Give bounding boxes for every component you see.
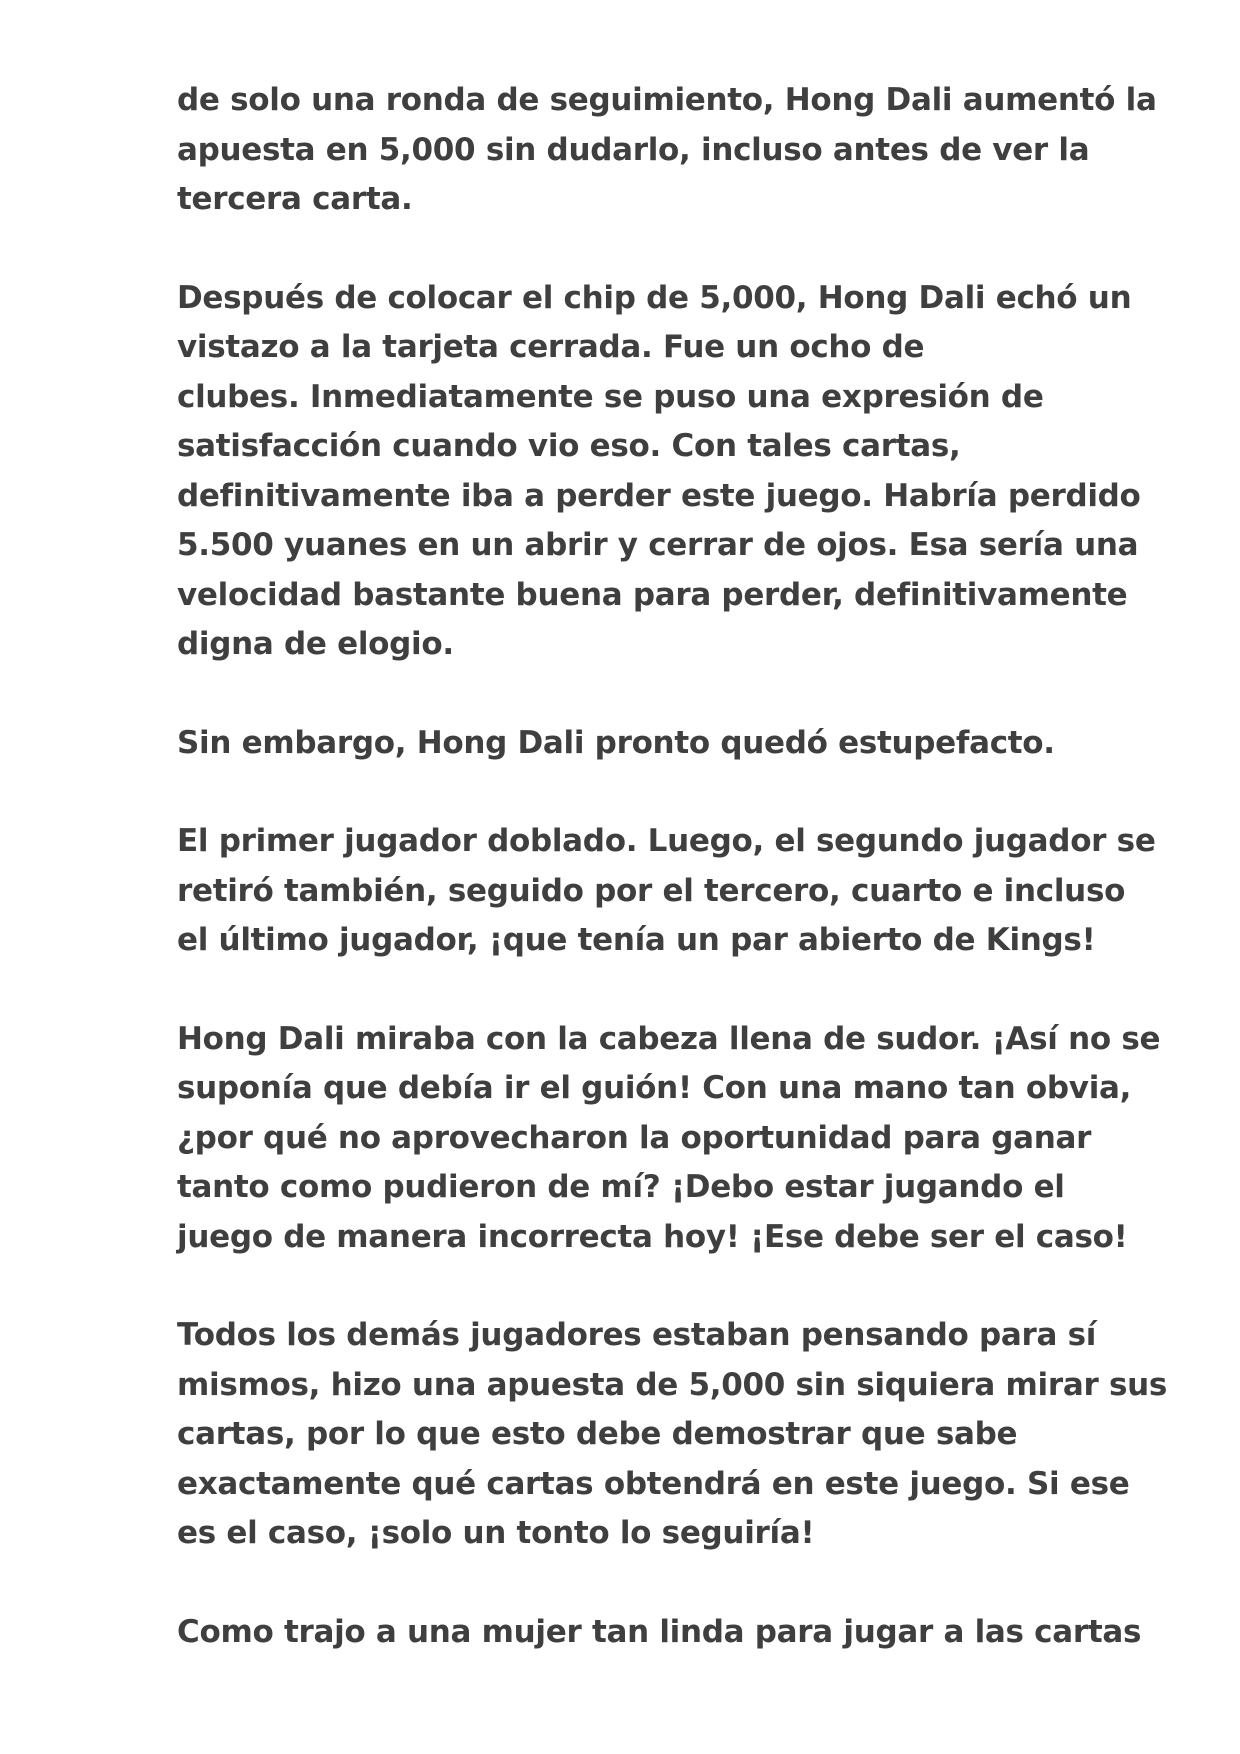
text-line: cartas, por lo que esto debe demostrar que sabe (177, 1416, 1018, 1452)
paragraph-2 (177, 274, 1141, 670)
text-line: Sin embargo, Hong Dali pronto quedó estupefacto. (177, 724, 1055, 761)
text-line: el último jugador, ¡que tenía un par abierto de Kings! (177, 922, 1096, 958)
text-line: vistazo a la tarjeta cerrada. Fue un ocho de (177, 329, 925, 365)
text-line: juego de manera incorrecta hoy! ¡Ese debe ser el caso! (177, 1218, 1128, 1255)
text-line: Como trajo a una mujer tan linda para jugar a las cartas (177, 1613, 1142, 1650)
text-line: 5.500 yuanes en un abrir y cerrar de ojos. Esa sería una (177, 527, 1139, 563)
paragraph-7 (177, 1608, 1142, 1658)
paragraph-5 (177, 1015, 1161, 1263)
text-line: tercera carta. (177, 181, 413, 217)
text-line: tanto como pudieron de mí? ¡Debo estar jugando el (177, 1169, 1065, 1205)
text-line: apuesta en 5,000 sin dudarlo, incluso antes de ver la (177, 131, 1090, 168)
text-line: Después de colocar el chip de 5,000, Hong Dali echó un (177, 279, 1132, 316)
paragraph-1 (177, 76, 1157, 225)
text-line: de solo una ronda de seguimiento, Hong Dali aumentó la (177, 82, 1157, 118)
text-line: ¿por qué no aprovecharon la oportunidad para ganar (177, 1119, 1092, 1156)
paragraph-3 (177, 719, 1077, 769)
text-line: clubes. Inmediatamente se puso una expresión de (177, 378, 1044, 415)
document-body (177, 76, 1168, 1706)
text-line: Todos los demás jugadores estaban pensando para sí (177, 1317, 1097, 1353)
text-line: es el caso, ¡solo un tonto lo seguiría! (177, 1515, 815, 1551)
paragraph-6 (177, 1311, 1168, 1559)
paragraph-4 (177, 817, 1156, 966)
text-line: exactamente qué cartas obtendrá en este juego. Si ese (177, 1465, 1130, 1502)
text-line: velocidad bastante buena para perder, definitivamente (177, 576, 1128, 613)
text-line: definitivamente iba a perder este juego. Habría perdido (177, 477, 1141, 514)
text-line: suponía que debía ir el guión! Con una mano tan obvia, (177, 1070, 1132, 1106)
text-line: satisfacción cuando vio eso. Con tales cartas, (177, 428, 961, 464)
text-line: Hong Dali miraba con la cabeza llena de sudor. ¡Así no se (177, 1020, 1161, 1057)
text-line: retiró también, seguido por el tercero, cuarto e incluso (177, 872, 1126, 909)
text-line: mismos, hizo una apuesta de 5,000 sin siquiera mirar sus (177, 1366, 1168, 1403)
text-line: digna de elogio. (177, 626, 454, 662)
text-line: El primer jugador doblado. Luego, el segundo jugador se (177, 823, 1156, 859)
